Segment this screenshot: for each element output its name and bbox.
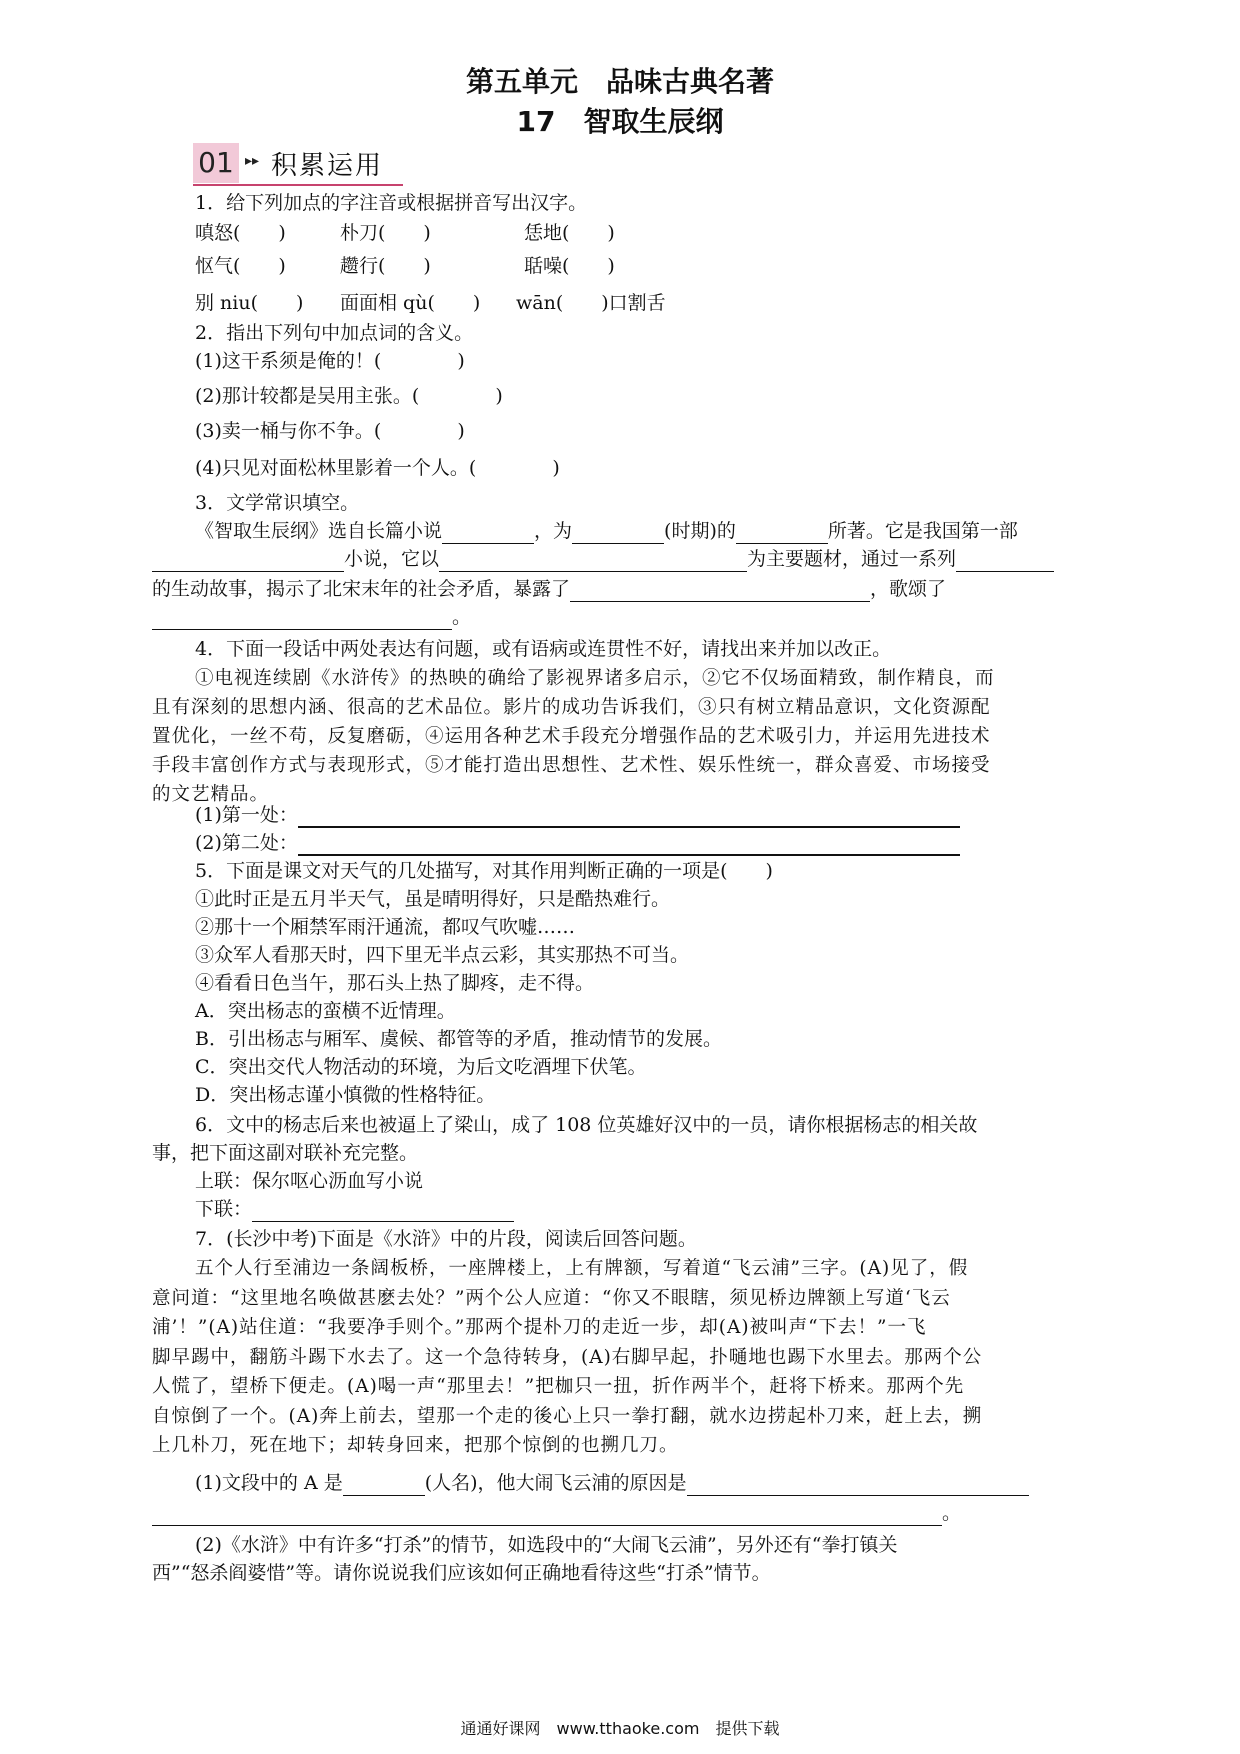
q2-item: (2)那计较都是吴用主张。( ) xyxy=(195,385,503,407)
blank-field[interactable] xyxy=(736,523,828,544)
q7-sub2-cont: 西”“怒杀阎婆惜”等。请你说说我们应该如何正确地看待这些“打杀”情节。 xyxy=(152,1562,771,1584)
answer-line[interactable] xyxy=(252,1201,514,1222)
q3-line: 的生动故事，揭示了北宋末年的社会矛盾，暴露了 ，歌颂了 xyxy=(152,578,947,600)
passage-line: 置优化，一丝不苟，反复磨砺，④运用各种艺术手段充分增强作品的艺术吸引力，并运用先进技术 xyxy=(152,726,991,747)
q1-item: 聒噪( ) xyxy=(524,255,615,277)
passage-line: 上几朴刀，死在地下；却转身回来，把那个惊倒的也搠几刀。 xyxy=(152,1435,679,1456)
q4-answer-2: (2)第二处： xyxy=(195,830,960,856)
q3-line: 《智取生辰纲》选自长篇小说 ，为 (时期)的 所著。它是我国第一部 xyxy=(195,520,1018,542)
unit-title: 第五单元 品味古典名著 xyxy=(465,65,774,98)
blank-field[interactable] xyxy=(439,551,747,572)
passage-line: 意问道：“这里地名唤做甚麽去处？”两个公人应道：“你又不眼瞎，须见桥边牌额上写道‘飞云 xyxy=(152,1287,951,1309)
q6-stem: 6．文中的杨志后来也被逼上了梁山，成了 108 位英雄好汉中的一员，请你根据杨志的相关故 xyxy=(195,1114,978,1136)
q1-stem: 1．给下列加点的字注音或根据拼音写出汉字。 xyxy=(195,192,588,214)
q1-item: 怄气( ) xyxy=(195,255,286,277)
passage-line: 自惊倒了一个。(A)奔上前去，望那一个走的後心上只一拳打翻，就水边捞起朴刀来，赶上去，搠 xyxy=(152,1405,983,1427)
passage-line: 且有深刻的思想内涵、很高的艺术品位。影片的成功告诉我们，③只有树立精品意识，文化资源配 xyxy=(152,697,991,718)
answer-line[interactable] xyxy=(687,1475,1029,1496)
q5-line: ④看看日色当午，那石头上热了脚疼，走不得。 xyxy=(195,972,595,994)
section-rule xyxy=(193,184,403,186)
q6-stem-cont: 事，把下面这副对联补充完整。 xyxy=(152,1142,419,1164)
passage-line: 浦’！”(A)站住道：“我要净手则个。”那两个提朴刀的走近一步，却(A)被叫声“下去！”一飞 xyxy=(152,1317,927,1338)
q1-item: 嗔怒( ) xyxy=(195,222,286,244)
q7-stem: 7．(长沙中考)下面是《水浒》中的片段，阅读后回答问题。 xyxy=(195,1228,697,1250)
q1-item: wān( )口割舌 xyxy=(516,292,666,314)
q3-line: 。 xyxy=(152,604,471,630)
q2-item: (4)只见对面松林里影着一个人。( ) xyxy=(195,457,560,479)
q2-item: (1)这干系须是俺的！( ) xyxy=(195,350,465,372)
q7-sub1: (1)文段中的 A 是 (人名)，他大闹飞云浦的原因是 xyxy=(195,1470,1029,1496)
section-label: 积累运用 xyxy=(271,151,384,181)
lesson-title: 17 智取生辰纲 xyxy=(516,105,724,138)
q3-stem: 3．文学常识填空。 xyxy=(195,492,360,514)
q5-line: ①此时正是五月半天气，虽是晴明得好，只是酷热难行。 xyxy=(195,888,671,910)
q2-stem: 2．指出下列句中加点词的含义。 xyxy=(195,322,474,344)
passage-line: 的文艺精品。 xyxy=(152,784,270,805)
passage-line: 手段丰富创作方式与表现形式，⑤才能打造出思想性、艺术性、娱乐性统一，群众喜爱、市场接受 xyxy=(152,755,991,776)
q5-option[interactable]: C．突出交代人物活动的环境，为后文吃酒埋下伏笔。 xyxy=(195,1056,647,1078)
q5-option[interactable]: D．突出杨志谨小慎微的性格特征。 xyxy=(195,1084,496,1106)
q7-passage xyxy=(152,1254,1100,1461)
q4-passage xyxy=(152,664,1100,809)
q3-line: 小说，它以 为主要题材，通过一系列 xyxy=(152,546,1054,572)
q2-item: (3)卖一桶与你不争。( ) xyxy=(195,420,465,442)
q6-upper: 上联：保尔呕心沥血写小说 xyxy=(195,1170,424,1192)
blank-field[interactable] xyxy=(343,1475,425,1496)
q5-option[interactable]: B．引出杨志与厢军、虞候、都管等的矛盾，推动情节的发展。 xyxy=(195,1028,722,1050)
blank-field[interactable] xyxy=(572,523,664,544)
blank-field[interactable] xyxy=(442,523,534,544)
section-number: 01 xyxy=(193,143,239,183)
q5-option[interactable]: A．突出杨志的蛮横不近情理。 xyxy=(195,1000,456,1022)
blank-field[interactable] xyxy=(570,581,870,602)
footer-credit: 通通好课网 www.tthaoke.com 提供下载 xyxy=(460,1719,780,1738)
q6-lower: 下联： xyxy=(195,1196,514,1222)
blank-field[interactable] xyxy=(152,609,452,630)
passage-line: ①电视连续剧《水浒传》的热映的确给了影视界诸多启示，②它不仅场面精致，制作精良，而 xyxy=(195,668,995,689)
blank-field[interactable] xyxy=(956,551,1054,572)
q4-stem: 4．下面一段话中两处表达有问题，或有语病或连贯性不好，请找出来并加以改正。 xyxy=(195,638,892,660)
answer-line[interactable] xyxy=(152,1505,942,1526)
answer-line[interactable] xyxy=(298,834,960,856)
passage-line: 脚早踢中，翻筋斗踢下水去了。这一个急待转身，(A)右脚早起，扑嗵地也踢下水里去。那两个公 xyxy=(152,1346,983,1368)
q4-answer-1: (1)第一处： xyxy=(195,802,960,828)
q1-item: 面面相 qù( ) xyxy=(340,292,481,314)
q5-line: ③众军人看那天时，四下里无半点云彩，其实那热不可当。 xyxy=(195,944,690,966)
q1-item: 趱行( ) xyxy=(340,255,431,277)
double-arrow-icon: ▸▸ xyxy=(245,153,260,169)
passage-line: 人慌了，望桥下便走。(A)喝一声“那里去！”把枷只一扭，折作两半个，赶将下桥来。那两个先 xyxy=(152,1376,965,1397)
q7-sub1-cont: 。 xyxy=(152,1500,961,1526)
q5-line: ②那十一个厢禁军雨汗通流，都叹气吹嘘…… xyxy=(195,916,576,938)
q1-item: 恁地( ) xyxy=(524,222,615,244)
q1-item: 别 niu( ) xyxy=(195,292,304,314)
answer-line[interactable] xyxy=(298,806,960,828)
q1-item: 朴刀( ) xyxy=(340,222,431,244)
section-heading xyxy=(193,143,403,185)
passage-line: 五个人行至浦边一条阔板桥，一座牌楼上，上有牌额，写着道“飞云浦”三字。(A)见了，假 xyxy=(195,1258,969,1279)
q5-stem: 5．下面是课文对天气的几处描写，对其作用判断正确的一项是( ) xyxy=(195,860,773,882)
q7-sub2: (2)《水浒》中有许多“打杀”的情节，如选段中的“大闹飞云浦”，另外还有“拳打镇关 xyxy=(195,1534,898,1556)
blank-field[interactable] xyxy=(152,551,344,572)
